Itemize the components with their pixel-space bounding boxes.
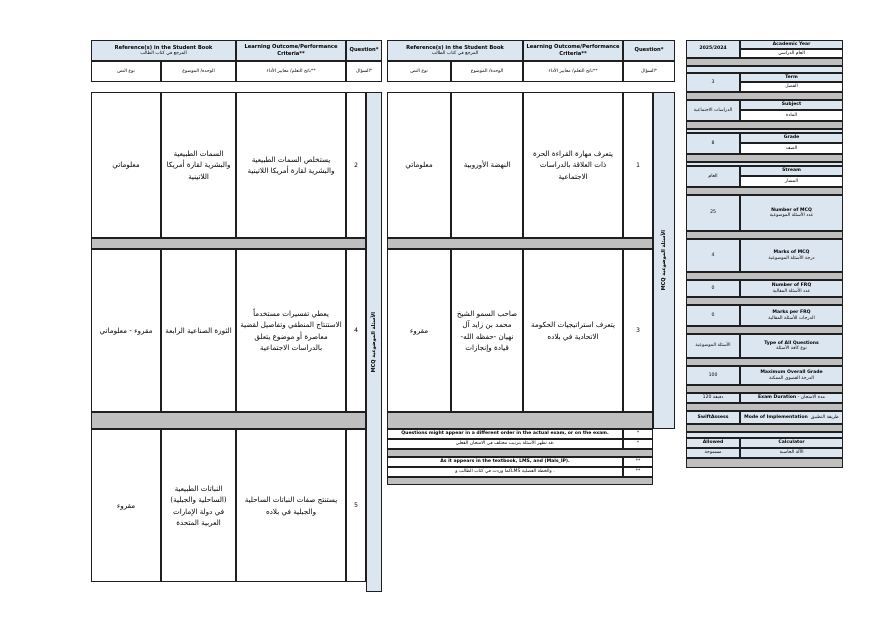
frq-marks-value: [686, 305, 740, 326]
left-row1-topic: [161, 92, 236, 238]
grade-label: [740, 133, 843, 143]
left-row3-number: [346, 429, 366, 582]
question-type-label: [740, 334, 843, 358]
label-ar: الدرجات للأسئلة المقالية: [768, 315, 815, 321]
label-ar: درجة الأسئلة الموضوعية: [768, 255, 815, 261]
mid-row2-text-type: [387, 249, 451, 412]
label-ar: المسار: [784, 178, 799, 184]
academic-year-label-ar: [740, 49, 843, 58]
term-label: [740, 73, 843, 82]
mid-outcome-ar: ناتج التعلم/ معايير الأداء**: [548, 68, 598, 74]
outcome: يستنتج صفات النباتات الساحلية والجبلية في بلاده: [244, 495, 338, 516]
value: العام: [708, 173, 718, 179]
gap: [686, 187, 843, 195]
mid-row2-topic: [451, 249, 523, 412]
mid-row1-outcome: [523, 92, 623, 238]
text-type: مقروء: [116, 500, 136, 510]
stream-label: [740, 166, 843, 176]
left-question-ar: السؤال*: [355, 68, 373, 74]
frq-marks-label: [740, 305, 843, 326]
mcq-count-label: [740, 195, 843, 231]
mid-text-type-header: [387, 61, 451, 82]
subject-label: [740, 100, 843, 110]
left-row3-text-type: [91, 429, 161, 582]
frq-count-label: [740, 280, 843, 297]
left-reference-header: [91, 40, 236, 61]
mid-reference-en: Reference(s) in the Student Book: [406, 44, 504, 51]
question-number: 2: [354, 161, 358, 169]
label-en: Subject: [781, 102, 802, 108]
topic: النباتات الطبيعية (الساحلية والجبلية) في دولة الإمارات العربية المتحدة: [170, 484, 227, 527]
duration-value: [686, 393, 740, 403]
value: الأسئلة الموضوعية: [695, 343, 731, 349]
label-en: Number of MCQ: [771, 207, 812, 213]
gap: [686, 458, 843, 468]
gap: [686, 424, 843, 432]
value: 0: [711, 285, 715, 291]
label-en: Mode of Implementation: [744, 414, 808, 420]
mid-topic-header: [451, 61, 523, 82]
label-ar: عدد الأسئلة المقالية: [772, 288, 811, 294]
section-label-text: الأسئلة الموضوعية MCQ: [661, 230, 667, 291]
mid-row1-text-type: [387, 92, 451, 238]
exam-info-panel: [686, 40, 843, 470]
note2-mark: [623, 457, 653, 467]
mcq-marks-value: [686, 239, 740, 272]
label-ar: طريقة التطبيق: [810, 414, 839, 420]
value: 0: [711, 312, 715, 318]
label-en: Type of All Questions: [764, 340, 819, 346]
left-row2-number: [346, 249, 366, 412]
mode-value: [686, 411, 740, 424]
left-row1-number: [346, 92, 366, 238]
value: 8: [711, 140, 715, 146]
left-outcome-header: [236, 40, 346, 61]
label-en: Maximum Overall Grade: [760, 370, 823, 376]
mid-reference-header: [387, 40, 523, 61]
middle-table: [387, 40, 679, 498]
label-en: Number of FRQ: [771, 283, 812, 289]
note-mark: **: [635, 459, 641, 465]
note-text: قد تظهر الأسئلة بترتيب مختلف في الامتحان الفعلي.: [455, 441, 555, 447]
left-outcome-en: Learning Outcome/Performance Criteria**: [244, 44, 338, 57]
label-ar: العام الدراسي: [778, 50, 805, 56]
label-en: Marks of MCQ: [773, 250, 810, 256]
calculator-value: [686, 438, 740, 448]
outcome: يتعرف استراتيجيات الحكومة الاتحادية في بلاده: [531, 320, 615, 341]
label-ar: عدد الأسئلة الموضوعية: [769, 213, 814, 218]
left-reference-ar: المرجع في كتاب الطالب: [140, 50, 187, 56]
mid-row2-outcome: [523, 249, 623, 412]
mid-question-ar-header: [623, 61, 675, 82]
subject-value: [686, 100, 740, 121]
gap: [686, 154, 843, 162]
value: الدراسات الاجتماعية: [693, 107, 733, 113]
left-row2-topic: [161, 249, 236, 412]
topic: صاحب السمو الشيخ محمد بن زايد آل نهيان -حفظه الله- قيادة وإنجازات: [456, 309, 518, 352]
mid-reference-ar: المرجع في كتاب الطالب: [431, 50, 479, 56]
grade-label-ar: [740, 143, 843, 154]
stream-label-ar: [740, 176, 843, 187]
left-topic-ar: الوحدة/ الموضوع: [182, 68, 215, 74]
topic: السمات الطبيعية والبشرية لقارة أمريكا اللاتينية: [166, 149, 231, 181]
value: مسموحة: [704, 450, 722, 456]
gap: [686, 358, 843, 366]
gap: [686, 326, 843, 334]
left-reference-en: Reference(s) in the Student Book: [114, 44, 213, 51]
mid-question-ar: السؤال*: [640, 68, 658, 74]
mcq-marks-label: [740, 239, 843, 272]
gap: [686, 92, 843, 100]
text-type: مقروء: [409, 325, 429, 335]
left-text-type-ar: نوع النص: [117, 68, 135, 74]
academic-year-label: [740, 40, 843, 49]
note2-ar: [387, 467, 623, 477]
question-number: 3: [636, 327, 640, 334]
label-en: Calculator: [778, 440, 805, 446]
note-mark: *: [636, 431, 640, 437]
text-type: مقروء - معلوماتي: [99, 325, 153, 335]
left-text-type-header: [91, 61, 161, 82]
left-row1-outcome: [236, 92, 346, 238]
label-ar: مدة الامتحان: [800, 395, 826, 401]
label-en: Stream: [782, 168, 801, 174]
label-ar: الصف: [785, 145, 798, 151]
label-ar: المادة: [785, 112, 798, 118]
mid-row1-topic: [451, 92, 523, 238]
note2-en: [387, 457, 623, 467]
grade-value: [686, 133, 740, 154]
frq-count-value: [686, 280, 740, 297]
left-question-ar-header: [346, 61, 382, 82]
mid-row2-number: [623, 249, 653, 412]
left-row2-outcome: [236, 249, 346, 412]
academic-year-value: [686, 40, 740, 58]
left-topic-header: [161, 61, 236, 82]
value: 120 دقيقة: [702, 395, 724, 401]
gap: [686, 58, 843, 66]
label-en: Term: [785, 74, 798, 80]
mid-text-type-ar: نوع النص: [410, 68, 428, 74]
calculator-value-ar: [686, 448, 740, 458]
section-label-text: الأسئلة الموضوعية MCQ: [371, 311, 377, 373]
note1-mark: [623, 429, 653, 439]
subject-label-ar: [740, 110, 843, 121]
text-type: معلوماتي: [405, 160, 433, 170]
gap: [686, 297, 843, 305]
left-row1-separator: [91, 238, 366, 249]
left-question-en: Question*: [349, 47, 379, 54]
left-table: [91, 40, 383, 592]
value: 100: [708, 372, 718, 378]
note-text: Questions might appear in a different order in the actual exam, or on the exam.: [401, 431, 609, 437]
label-en: Marks per FRQ: [772, 310, 811, 316]
max-grade-label: [740, 366, 843, 385]
note1-en: [387, 429, 623, 439]
outcome: يتعرف مهارة القراءة الحرة ذات العلاقة بالدراسات الاجتماعية: [533, 149, 613, 181]
left-section-label: [366, 92, 382, 592]
notes-footer: [387, 477, 653, 485]
value: 4: [711, 252, 715, 258]
mcq-count-value: [686, 195, 740, 231]
value: 25: [710, 210, 716, 216]
note-mark: **: [635, 469, 641, 475]
stream-value: [686, 166, 740, 187]
calculator-label-ar: [740, 448, 843, 458]
topic: الثورة الصناعية الرابعة: [165, 325, 232, 335]
text-type: معلوماتي: [112, 160, 140, 170]
mid-outcome-header: [523, 40, 623, 61]
question-number: 5: [354, 502, 358, 509]
note-text: كما وردت في كتاب الطالب وLMS والخطة الفصلية .: [455, 469, 555, 475]
note1-mark-ar: [623, 439, 653, 449]
mid-outcome-en: Learning Outcome/Performance Criteria**: [526, 44, 620, 57]
mid-question-header: [623, 40, 675, 61]
note-separator: [387, 449, 653, 457]
left-question-header: [346, 40, 382, 61]
question-number: 4: [354, 327, 358, 334]
value: 3: [711, 79, 715, 85]
left-outcome-ar: ناتج التعلم/ معايير الأداء**: [266, 68, 316, 74]
value: 2025/2024: [699, 46, 727, 52]
note2-mark-ar: [623, 467, 653, 477]
label-ar: نوع كافة الأسئلة: [776, 346, 807, 351]
mode-label: [740, 411, 843, 424]
mid-row1-separator: [387, 238, 653, 249]
label-en: Academic Year: [772, 41, 811, 47]
mid-row2-separator: [387, 412, 653, 429]
term-label-ar: [740, 82, 843, 92]
mid-outcome-ar-header: [523, 61, 623, 82]
gap: [686, 272, 843, 280]
calculator-label: [740, 438, 843, 448]
gap: [686, 66, 843, 73]
max-grade-value: [686, 366, 740, 385]
mid-topic-ar: الوحدة/ الموضوع: [470, 68, 504, 74]
outcome: يستخلص السمات الطبيعية والبشرية لقارة أمريكا اللاتينية: [247, 154, 335, 175]
mid-section-label: [653, 92, 675, 429]
gap: [686, 231, 843, 239]
label-ar: الدرجة القصوى الممكنة: [769, 375, 814, 381]
label-en: Grade: [783, 135, 800, 141]
value: SwiftAssess: [697, 414, 729, 420]
question-type-value: [686, 334, 740, 358]
question-number: 1: [636, 161, 640, 169]
topic: النهضة الأوروبية: [463, 160, 511, 170]
gap: [686, 403, 843, 411]
left-row3-outcome: [236, 429, 346, 582]
left-row1-text-type: [91, 92, 161, 238]
gap: [686, 385, 843, 393]
duration-label: Exam Duration - مدة الامتحان: [740, 393, 843, 403]
mid-question-en: Question*: [634, 47, 664, 54]
label-ar: الفصل: [785, 84, 798, 90]
outcome: يعطي تفسيرات مستخدماً الاستنتاج المنطقي وتفاصيل لقضية معاصرة أو موضوع يتعلق بالدراسات الاجتماعية: [240, 309, 342, 352]
gap: [686, 121, 843, 129]
left-row2-separator: [91, 412, 366, 429]
mid-row1-number: [623, 92, 653, 238]
label-en: Exam Duration: [757, 395, 797, 401]
note-mark: *: [636, 441, 640, 447]
value: Allowed: [702, 440, 724, 446]
left-row2-text-type: [91, 249, 161, 412]
note1-ar: [387, 439, 623, 449]
left-row3-topic: [161, 429, 236, 582]
term-value: [686, 73, 740, 92]
left-outcome-ar-header: [236, 61, 346, 82]
note-text: As it appears in the textbook, LMS, and (Mals_IP).: [440, 459, 570, 465]
label-ar: الآلة الحاسبة: [779, 450, 804, 456]
